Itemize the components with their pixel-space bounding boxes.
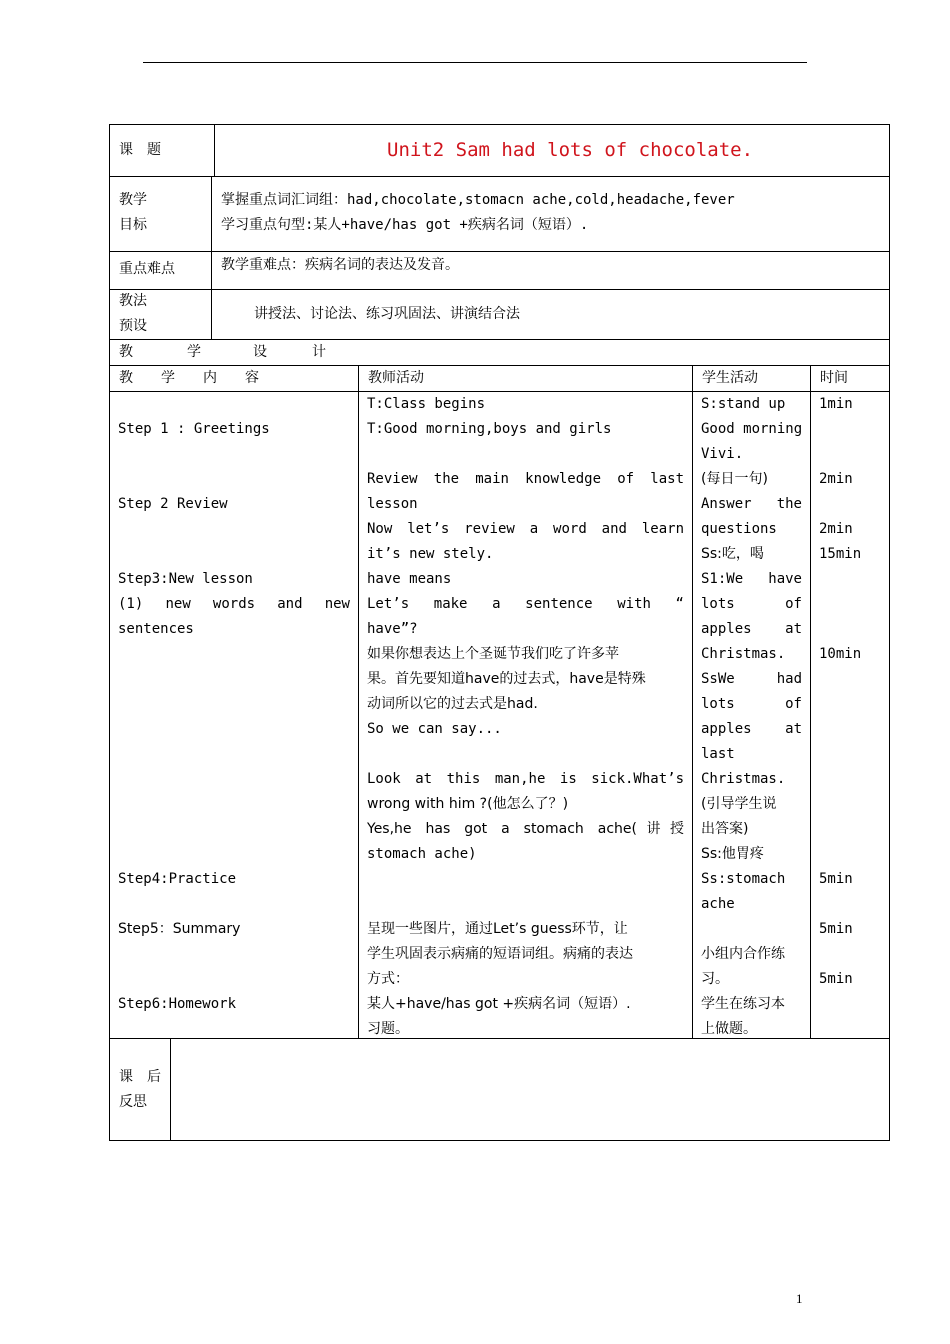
student-line: ache <box>701 896 735 912</box>
methods-label-1: 教法 <box>119 293 147 309</box>
key-points-label: 重点难点 <box>119 261 175 277</box>
content-line <box>118 817 350 842</box>
time-line <box>819 792 883 817</box>
divider <box>211 289 212 340</box>
teacher-line: T:Good morning,boys and girls <box>367 421 612 437</box>
student-line: 学生在练习本 <box>701 996 785 1012</box>
content-line: sentences <box>118 621 194 637</box>
time-line: 5min <box>819 871 853 887</box>
divider <box>170 1038 171 1141</box>
content-line: Step5：Summary <box>118 921 241 937</box>
content-line <box>118 942 350 967</box>
student-line: last <box>701 746 735 762</box>
student-line: 习。 <box>701 971 729 987</box>
student-line: Ss:stomach <box>701 871 786 887</box>
content-column <box>118 392 350 1017</box>
teacher-line <box>367 442 684 467</box>
student-line: Christmas. <box>701 646 786 662</box>
content-line: Step4:Practice <box>118 871 237 887</box>
row-column-headers <box>109 365 890 392</box>
student-line: lots of <box>701 696 802 712</box>
design-char: 计 <box>312 344 326 360</box>
time-column <box>819 392 883 992</box>
teacher-line: Look at this man,he is sick.What’s <box>367 771 684 787</box>
page-number: 1 <box>796 1291 803 1306</box>
teacher-line: 如果你想表达上个圣诞节我们吃了许多苹 <box>367 646 619 662</box>
time-line: 1min <box>819 396 853 412</box>
teacher-line <box>367 867 684 892</box>
teacher-line: 学生巩固表示病痛的短语词组。病痛的表达 <box>367 946 633 962</box>
student-line: Ss:吃，喝 <box>701 546 764 562</box>
time-line <box>819 742 883 767</box>
teacher-activity-column <box>367 392 684 1042</box>
design-char: 设 <box>253 344 267 360</box>
goals-label-1: 教学 <box>119 192 147 208</box>
content-line: Step 2 Review <box>118 496 228 512</box>
teacher-line: have means <box>367 571 452 587</box>
time-line <box>819 617 883 642</box>
teacher-line: Yes,he has got a stomach ache(讲授 <box>367 821 684 837</box>
content-line <box>118 642 350 667</box>
header-student: 学生活动 <box>702 370 758 386</box>
time-line: 10min <box>819 646 862 662</box>
topic-label: 课 题 <box>119 142 161 158</box>
reflection-label-1: 课 后 <box>119 1069 161 1085</box>
student-line: (引导学生说 <box>701 796 777 812</box>
divider <box>211 176 212 252</box>
teacher-line: lesson <box>367 496 418 512</box>
content-line <box>118 667 350 692</box>
design-char: 教 <box>119 344 133 360</box>
header-rule <box>143 62 807 63</box>
time-line <box>819 567 883 592</box>
student-line: S:stand up <box>701 396 786 412</box>
student-line: (每日一句) <box>701 471 768 487</box>
methods-label-2: 预设 <box>119 318 147 334</box>
time-line <box>819 492 883 517</box>
column-divider <box>692 365 693 1039</box>
teacher-line: 呈现一些图片，通过Let’s guess环节，让 <box>367 921 628 937</box>
content-line <box>118 517 350 542</box>
teacher-line <box>367 742 684 767</box>
content-line <box>118 767 350 792</box>
student-line <box>701 917 802 942</box>
methods-text: 讲授法、讨论法、练习巩固法、讲演结合法 <box>254 306 520 322</box>
teacher-line: have”? <box>367 621 418 637</box>
teacher-line: it’s new stely. <box>367 546 494 562</box>
header-content-char: 容 <box>245 370 259 386</box>
teacher-line: wrong with him ?(他怎么了？) <box>367 796 569 812</box>
time-line: 5min <box>819 921 853 937</box>
time-line <box>819 817 883 842</box>
divider <box>211 251 212 290</box>
time-line: 2min <box>819 521 853 537</box>
goals-label-2: 目标 <box>119 217 147 233</box>
content-line: Step 1 : Greetings <box>118 421 270 437</box>
time-line <box>819 442 883 467</box>
teacher-line: Let’s make a sentence with “ <box>367 596 684 612</box>
time-line: 15min <box>819 546 862 562</box>
column-divider <box>358 365 359 1039</box>
time-line <box>819 892 883 917</box>
teacher-line: T:Class begins <box>367 396 486 412</box>
content-line: (1) new words and new <box>118 596 350 612</box>
time-line <box>819 692 883 717</box>
content-line <box>118 467 350 492</box>
student-line: 出答案) <box>701 821 749 837</box>
student-line: SsWe had <box>701 671 802 687</box>
time-line: 5min <box>819 971 853 987</box>
header-content-char: 内 <box>203 370 217 386</box>
student-line: Ss:他胃疼 <box>701 846 764 862</box>
teacher-line: 动词所以它的过去式是had. <box>367 696 538 712</box>
content-line <box>118 692 350 717</box>
student-line: Vivi. <box>701 446 744 462</box>
student-line: Christmas. <box>701 771 786 787</box>
student-line: Answer the <box>701 496 802 512</box>
content-line <box>118 542 350 567</box>
student-line: apples at <box>701 721 802 737</box>
content-line: Step6:Homework <box>118 996 237 1012</box>
key-points-text: 教学重难点：疾病名词的表达及发音。 <box>221 257 459 273</box>
content-line <box>118 842 350 867</box>
time-line <box>819 942 883 967</box>
goals-vocabulary: 掌握重点词汇词组：had,chocolate,stomacn ache,cold,headache,fever <box>221 192 735 208</box>
header-time: 时间 <box>820 370 848 386</box>
student-line: S1:We have <box>701 571 802 587</box>
reflection-label-2: 反思 <box>119 1094 147 1110</box>
reflection-notes-area[interactable] <box>172 1040 888 1139</box>
content-line <box>118 717 350 742</box>
content-line <box>118 792 350 817</box>
teacher-line: Review the main knowledge of last <box>367 471 684 487</box>
design-char: 学 <box>187 344 201 360</box>
teacher-line: 习题。 <box>367 1021 409 1037</box>
student-line: Good morning <box>701 421 803 437</box>
teacher-line <box>367 892 684 917</box>
header-content-char: 教 <box>119 370 133 386</box>
row-design-header <box>109 339 890 366</box>
student-line: questions <box>701 521 777 537</box>
teacher-line: So we can say... <box>367 721 502 737</box>
header-content-char: 学 <box>161 370 175 386</box>
time-line: 2min <box>819 471 853 487</box>
content-line <box>118 967 350 992</box>
content-line <box>118 442 350 467</box>
divider <box>214 124 215 177</box>
teacher-line: Now let’s review a word and learn <box>367 521 684 537</box>
teacher-line: stomach ache) <box>367 846 477 862</box>
teacher-line: 方式： <box>367 971 409 987</box>
student-line: lots of <box>701 596 802 612</box>
time-line <box>819 667 883 692</box>
goals-sentence-pattern: 学习重点句型:某人+have/has got +疾病名词（短语）. <box>221 217 589 233</box>
column-divider <box>810 365 811 1039</box>
student-activity-column <box>701 392 802 1042</box>
content-line <box>118 892 350 917</box>
time-line <box>819 592 883 617</box>
time-line <box>819 842 883 867</box>
time-line <box>819 717 883 742</box>
student-line: 上做题。 <box>701 1021 757 1037</box>
content-line <box>118 742 350 767</box>
content-line: Step3:New lesson <box>118 571 253 587</box>
time-line <box>819 767 883 792</box>
content-line <box>118 392 350 417</box>
header-teacher: 教师活动 <box>368 370 424 386</box>
time-line <box>819 417 883 442</box>
teacher-line: 某人+have/has got +疾病名词（短语）. <box>367 996 631 1012</box>
student-line: 小组内合作练 <box>701 946 785 962</box>
student-line: apples at <box>701 621 802 637</box>
teacher-line: 果。首先要知道have的过去式，have是特殊 <box>367 671 646 687</box>
lesson-title: Unit2 Sam had lots of chocolate. <box>387 139 754 161</box>
